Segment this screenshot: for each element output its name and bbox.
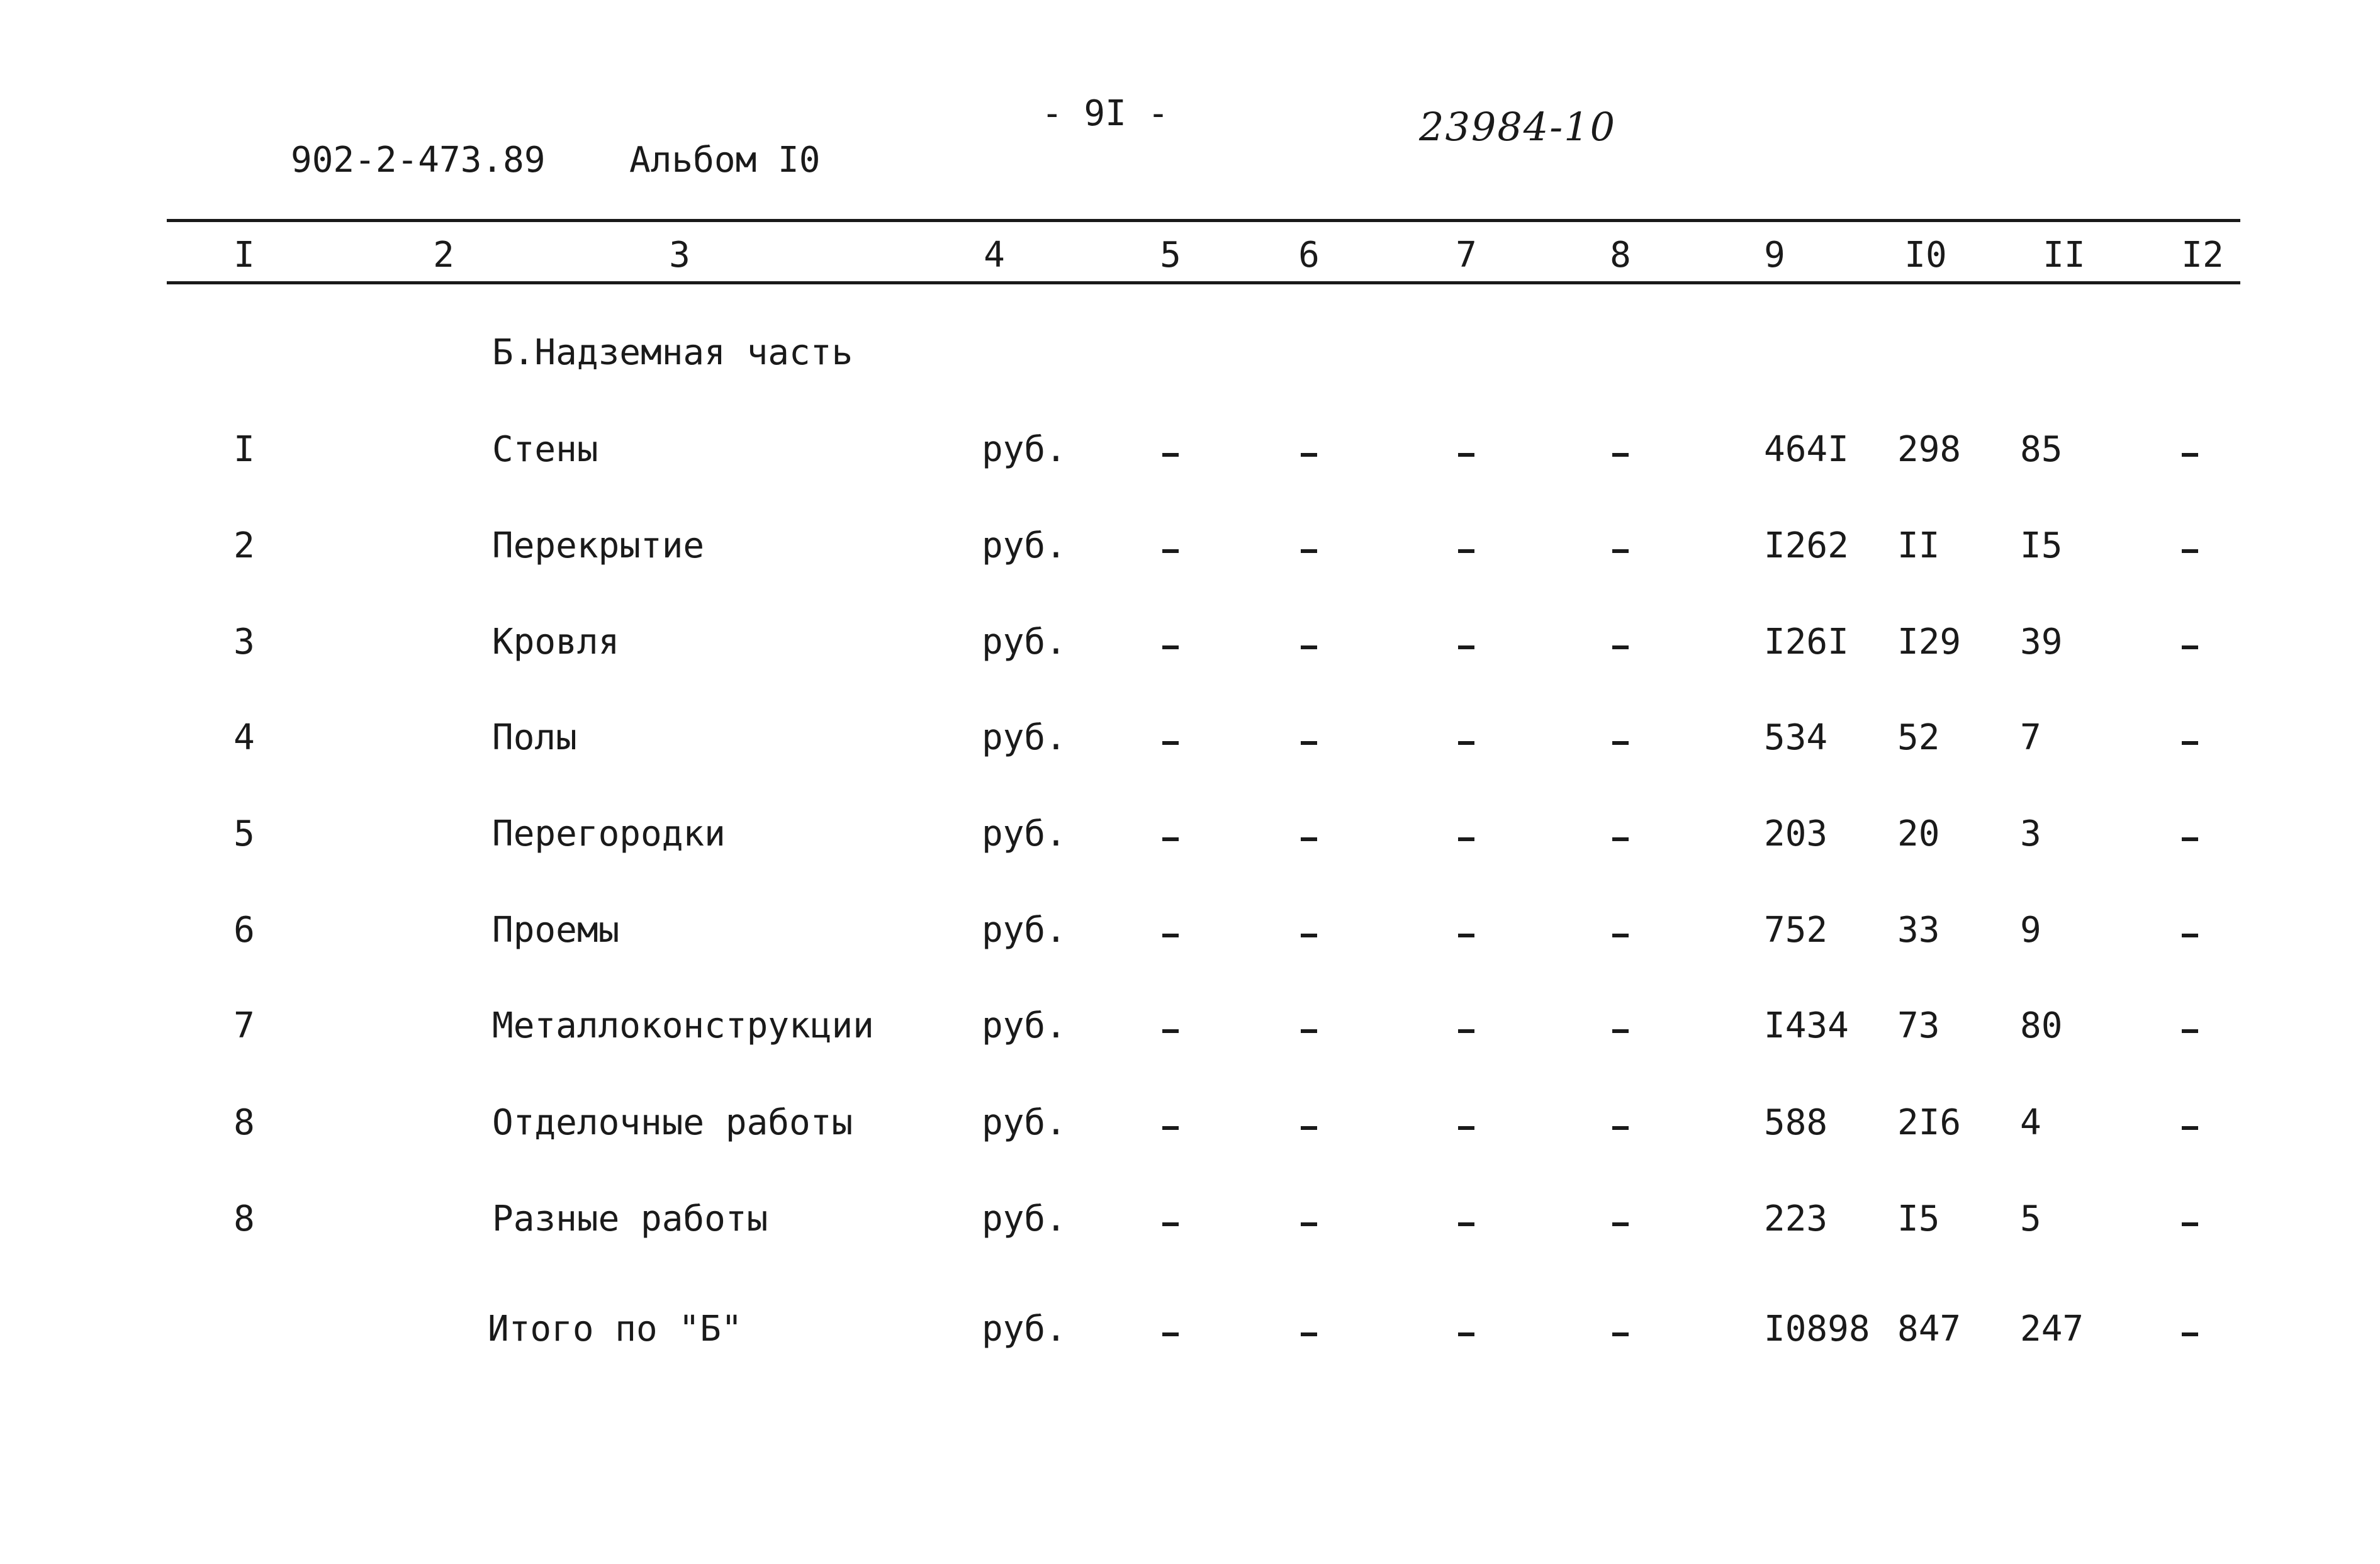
item-name: Металлоконструкции <box>492 1005 874 1046</box>
empty-dash-c6 <box>1301 741 1317 745</box>
item-name: Кровля <box>492 622 620 662</box>
empty-dash-c8 <box>1612 549 1629 553</box>
unit-cell: руб. <box>982 1309 1067 1349</box>
empty-dash-c7 <box>1458 453 1474 457</box>
value-col-9: I26I <box>1764 622 1849 662</box>
item-name: Стены <box>492 429 598 470</box>
item-name: Перегородки <box>492 813 726 854</box>
empty-dash-c5 <box>1162 1126 1179 1130</box>
document-code: 902-2-473.89 <box>291 140 546 181</box>
empty-dash-c7 <box>1458 741 1474 745</box>
empty-dash-c6 <box>1301 453 1317 457</box>
row-number: 8 <box>233 1198 255 1239</box>
value-col-11: 7 <box>2020 717 2041 758</box>
empty-dash-c6 <box>1301 1126 1317 1130</box>
unit-cell: руб. <box>982 813 1067 854</box>
empty-dash-c5 <box>1162 741 1179 745</box>
unit-cell: руб. <box>982 1198 1067 1239</box>
handwritten-number: 23984-10 <box>1419 104 1617 150</box>
unit-cell: руб. <box>982 525 1067 566</box>
empty-dash-c5 <box>1162 549 1179 553</box>
column-number: 9 <box>1764 235 1785 276</box>
empty-dash-c6 <box>1301 1332 1317 1336</box>
column-number: 2 <box>433 235 454 276</box>
value-col-10: 73 <box>1897 1005 1940 1046</box>
value-col-10: 298 <box>1897 429 1962 470</box>
item-name: Отделочные работы <box>492 1102 853 1143</box>
page-number: - 9I - <box>1041 93 1169 134</box>
row-number: 2 <box>233 525 255 566</box>
row-number: 6 <box>233 910 255 951</box>
empty-dash-c5 <box>1162 453 1179 457</box>
empty-dash-c7 <box>1458 549 1474 553</box>
value-col-9: 223 <box>1764 1198 1828 1239</box>
album-label: Альбом I0 <box>629 140 821 181</box>
empty-dash-c5 <box>1162 934 1179 937</box>
row-number: 4 <box>233 717 255 758</box>
value-col-9: 464I <box>1764 429 1849 470</box>
empty-dash-c8 <box>1612 1029 1629 1033</box>
item-name: Итого по "Б" <box>488 1309 743 1349</box>
empty-dash-c8 <box>1612 741 1629 745</box>
empty-dash-c6 <box>1301 1222 1317 1226</box>
unit-cell: руб. <box>982 429 1067 470</box>
value-col-10: 33 <box>1897 910 1940 951</box>
empty-dash-c7 <box>1458 1029 1474 1033</box>
empty-dash-c6 <box>1301 645 1317 649</box>
value-col-11: 85 <box>2020 429 2063 470</box>
row-number: 3 <box>233 622 255 662</box>
value-col-9: I262 <box>1764 525 1849 566</box>
empty-dash-c8 <box>1612 1126 1629 1130</box>
row-number: 8 <box>233 1102 255 1143</box>
value-col-10: I5 <box>1897 1198 1940 1239</box>
empty-dash-c5 <box>1162 1029 1179 1033</box>
value-col-9: 534 <box>1764 717 1828 758</box>
empty-dash-c7 <box>1458 645 1474 649</box>
empty-dash-c5 <box>1162 1332 1179 1336</box>
empty-dash-c12 <box>2182 1126 2198 1130</box>
unit-cell: руб. <box>982 1005 1067 1046</box>
empty-dash-c12 <box>2182 1332 2198 1336</box>
table-header-rule <box>167 281 2240 284</box>
section-title: Б.Надземная часть <box>492 332 853 373</box>
value-col-9: 203 <box>1764 813 1828 854</box>
item-name: Полы <box>492 717 577 758</box>
value-col-9: I0898 <box>1764 1309 1870 1349</box>
empty-dash-c8 <box>1612 837 1629 841</box>
item-name: Разные работы <box>492 1198 768 1239</box>
value-col-11: 9 <box>2020 910 2041 951</box>
empty-dash-c8 <box>1612 1222 1629 1226</box>
column-number: I <box>233 235 255 276</box>
value-col-11: 39 <box>2020 622 2063 662</box>
empty-dash-c8 <box>1612 1332 1629 1336</box>
item-name: Проемы <box>492 910 620 951</box>
empty-dash-c12 <box>2182 453 2198 457</box>
value-col-11: 247 <box>2020 1309 2084 1349</box>
empty-dash-c7 <box>1458 1332 1474 1336</box>
empty-dash-c5 <box>1162 645 1179 649</box>
empty-dash-c6 <box>1301 1029 1317 1033</box>
value-col-9: 752 <box>1764 910 1828 951</box>
row-number: 7 <box>233 1005 255 1046</box>
empty-dash-c6 <box>1301 549 1317 553</box>
value-col-10: 52 <box>1897 717 1940 758</box>
column-number: I2 <box>2181 235 2224 276</box>
empty-dash-c7 <box>1458 1222 1474 1226</box>
column-number: 7 <box>1456 235 1477 276</box>
value-col-11: 3 <box>2020 813 2041 854</box>
value-col-9: I434 <box>1764 1005 1849 1046</box>
empty-dash-c12 <box>2182 1029 2198 1033</box>
value-col-11: I5 <box>2020 525 2063 566</box>
empty-dash-c8 <box>1612 453 1629 457</box>
empty-dash-c6 <box>1301 934 1317 937</box>
value-col-10: 847 <box>1897 1309 1962 1349</box>
value-col-10: II <box>1897 525 1940 566</box>
value-col-11: 5 <box>2020 1198 2041 1239</box>
column-number: 4 <box>984 235 1005 276</box>
empty-dash-c12 <box>2182 1222 2198 1226</box>
empty-dash-c12 <box>2182 741 2198 745</box>
value-col-10: 20 <box>1897 813 1940 854</box>
value-col-9: 588 <box>1764 1102 1828 1143</box>
empty-dash-c7 <box>1458 1126 1474 1130</box>
empty-dash-c5 <box>1162 1222 1179 1226</box>
value-col-11: 80 <box>2020 1005 2063 1046</box>
empty-dash-c12 <box>2182 645 2198 649</box>
empty-dash-c5 <box>1162 837 1179 841</box>
value-col-11: 4 <box>2020 1102 2041 1143</box>
column-number: 6 <box>1298 235 1320 276</box>
column-number: II <box>2043 235 2085 276</box>
table-top-rule <box>167 219 2240 222</box>
column-number: 5 <box>1160 235 1181 276</box>
unit-cell: руб. <box>982 622 1067 662</box>
empty-dash-c12 <box>2182 549 2198 553</box>
unit-cell: руб. <box>982 717 1067 758</box>
empty-dash-c7 <box>1458 837 1474 841</box>
empty-dash-c12 <box>2182 934 2198 937</box>
empty-dash-c12 <box>2182 837 2198 841</box>
column-number: I0 <box>1904 235 1947 276</box>
column-number: 3 <box>669 235 690 276</box>
empty-dash-c8 <box>1612 645 1629 649</box>
empty-dash-c8 <box>1612 934 1629 937</box>
item-name: Перекрытие <box>492 525 705 566</box>
row-number: I <box>233 429 255 470</box>
column-number: 8 <box>1610 235 1631 276</box>
unit-cell: руб. <box>982 1102 1067 1143</box>
value-col-10: 2I6 <box>1897 1102 1962 1143</box>
row-number: 5 <box>233 813 255 854</box>
empty-dash-c6 <box>1301 837 1317 841</box>
value-col-10: I29 <box>1897 622 1962 662</box>
unit-cell: руб. <box>982 910 1067 951</box>
empty-dash-c7 <box>1458 934 1474 937</box>
